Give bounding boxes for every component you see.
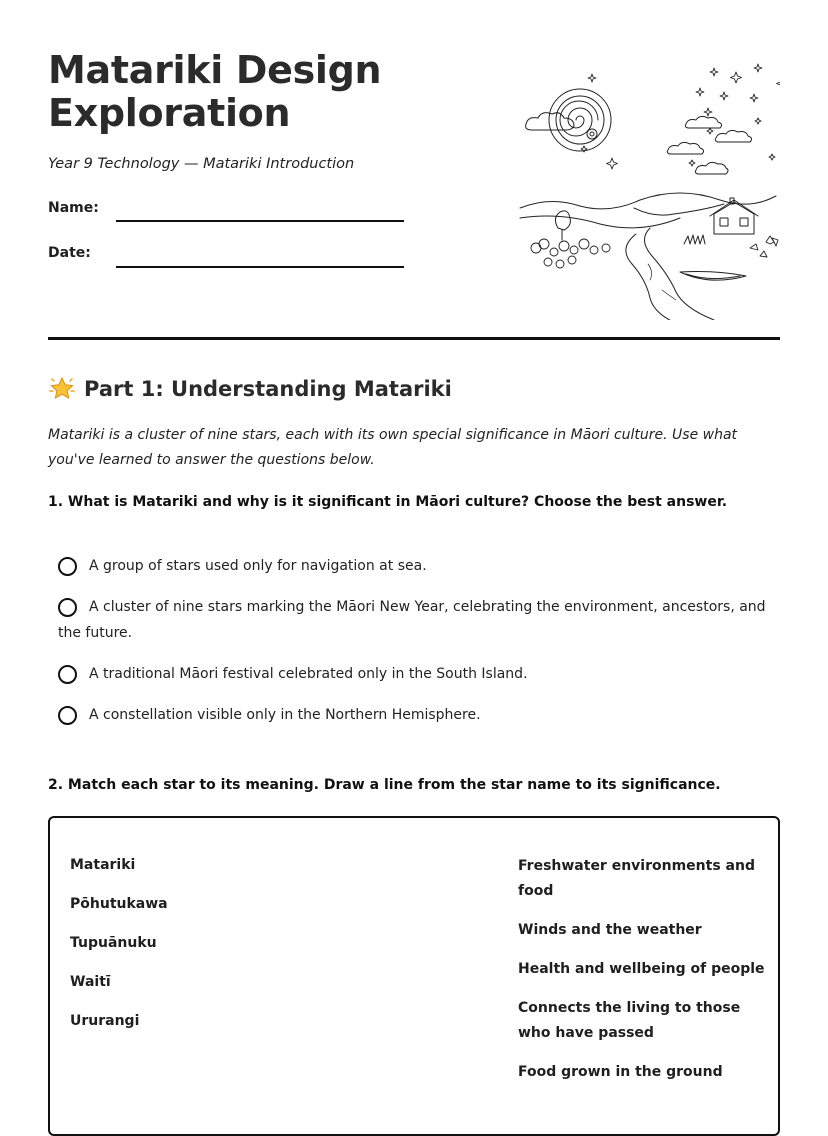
night-sky-landscape-illustration — [514, 58, 780, 320]
star-names-column — [70, 854, 370, 1049]
part1-title: Part 1: Understanding Matariki — [84, 377, 452, 401]
q1-option-b[interactable]: A cluster of nine stars marking the Māori New Year, celebrating the environment, ancestors, and the future. — [58, 599, 766, 641]
glowing-star-icon — [48, 375, 76, 403]
part1-intro: Matariki is a cluster of nine stars, each with its own special significance in Māori culture. Use what you've learned to answer the questions below. — [48, 427, 738, 468]
meaning-freshwater[interactable]: Freshwater environments and food — [518, 858, 755, 899]
star-name-waiti[interactable]: Waitī — [70, 974, 111, 990]
matching-box — [48, 816, 780, 1136]
meaning-connects[interactable]: Connects the living to those who have passed — [518, 1000, 741, 1041]
meaning-winds[interactable]: Winds and the weather — [518, 922, 702, 938]
radio-button[interactable] — [58, 557, 77, 576]
page-title: Matariki Design Exploration — [48, 48, 382, 135]
meaning-food-ground[interactable]: Food grown in the ground — [518, 1064, 723, 1080]
star-name-pohutukawa[interactable]: Pōhutukawa — [70, 896, 168, 912]
name-field[interactable] — [116, 220, 404, 222]
question-1: 1. What is Matariki and why is it significant in Māori culture? Choose the best answer. — [48, 494, 728, 510]
meanings-column — [518, 854, 768, 1099]
q1-option-d[interactable]: A constellation visible only in the Northern Hemisphere. — [58, 702, 778, 728]
radio-button[interactable] — [58, 706, 77, 725]
worksheet-page — [48, 0, 780, 1118]
meaning-health[interactable]: Health and wellbeing of people — [518, 961, 765, 977]
star-name-tupuanuku[interactable]: Tupuānuku — [70, 935, 157, 951]
name-label: Name: — [48, 200, 99, 216]
radio-button[interactable] — [58, 598, 77, 617]
q1-option-c[interactable]: A traditional Māori festival celebrated only in the South Island. — [58, 661, 778, 687]
date-field[interactable] — [116, 266, 404, 268]
star-name-ururangi[interactable]: Ururangi — [70, 1013, 140, 1029]
radio-button[interactable] — [58, 665, 77, 684]
question-2: 2. Match each star to its meaning. Draw a line from the star name to its significance. — [48, 777, 721, 793]
header-divider — [48, 337, 780, 340]
q1-option-a[interactable]: A group of stars used only for navigation at sea. — [58, 553, 778, 579]
part1-heading — [48, 375, 452, 403]
date-label: Date: — [48, 245, 91, 261]
star-name-matariki[interactable]: Matariki — [70, 857, 136, 873]
page-subtitle: Year 9 Technology — Matariki Introduction — [48, 156, 355, 172]
